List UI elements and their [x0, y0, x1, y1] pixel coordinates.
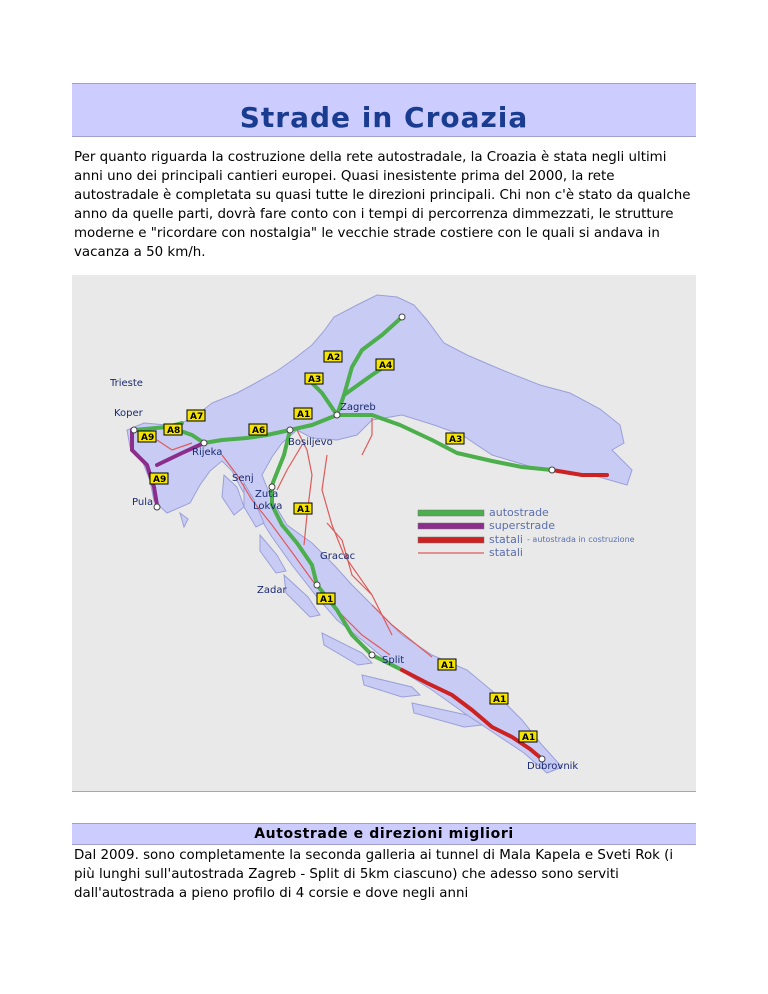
city-zagreb: Zagreb — [340, 402, 376, 413]
road-a1-south: A1 — [493, 695, 507, 705]
road-a1-lokva: A1 — [297, 505, 311, 515]
road-a1-split: A1 — [441, 661, 455, 671]
page-title-bar — [72, 83, 696, 137]
legend-swatch-expressway — [418, 523, 484, 529]
road-a8: A8 — [167, 426, 181, 436]
road-a9-istria: A9 — [141, 433, 155, 443]
city-rijeka: Rijeka — [192, 447, 223, 458]
road-a1-dubrovnik: A1 — [522, 733, 536, 743]
city-senj: Senj — [232, 473, 254, 484]
island — [180, 513, 188, 527]
city-split: Split — [382, 655, 405, 666]
legend-superstrade: superstrade — [489, 519, 556, 532]
road-a3-east: A3 — [449, 435, 463, 445]
road-a2: A2 — [327, 353, 341, 363]
legend-statali-note: - autostrada in costruzione — [527, 535, 635, 544]
city-gracac: Gracac — [320, 551, 356, 562]
road-a4: A4 — [379, 361, 393, 371]
legend-autostrade: autostrade — [489, 506, 549, 519]
city-pula: Pula — [132, 497, 154, 508]
section-heading-bar — [72, 823, 696, 845]
city-trieste: Trieste — [110, 378, 143, 389]
city-lokva: Lokva — [253, 501, 283, 512]
road-a9-pula: A9 — [153, 475, 167, 485]
road-a3-west: A3 — [308, 375, 322, 385]
city-zuta: Zuta — [255, 489, 279, 500]
city-zadar: Zadar — [257, 585, 287, 596]
page-title: Strade in Croazia — [239, 101, 529, 134]
section-paragraph: Dal 2009. sono completamente la seconda galleria ai tunnel di Mala Kapela e Sveti Rok (i più lunghi sull'autostrada Zagreb - Split di 5km ciascuno) che adesso sono serviti dall'autostrada a pieno profilo di 4 corsie e dove negli anni — [74, 848, 674, 901]
road-a6: A6 — [252, 426, 266, 436]
legend-statali: statali — [489, 546, 523, 559]
legend-swatch-motorway — [418, 510, 484, 516]
road-a1-zadar: A1 — [320, 595, 334, 605]
city-bosiljevo: Bosiljevo — [288, 437, 333, 448]
road-a1-zagreb: A1 — [297, 410, 311, 420]
city-koper: Koper — [114, 408, 143, 419]
road-a7: A7 — [190, 412, 204, 422]
city-dubrovnik: Dubrovnik — [527, 761, 579, 772]
island — [362, 675, 420, 697]
map-legend — [418, 506, 635, 559]
section-heading: Autostrade e direzioni migliori — [254, 826, 514, 842]
map-svg — [72, 275, 696, 791]
legend-swatch-construction — [418, 537, 484, 543]
legend-statali-main: statali — [489, 533, 523, 546]
croatia-road-map — [72, 275, 696, 792]
intro-paragraph: Per quanto riguarda la costruzione della rete autostradale, la Croazia è stata negli ultimi anni uno dei principali cantieri europei. Quasi inesistente prima del 2000, la rete autostradale è completata su quasi tutte le direzioni principali. Chi non c'è stato da qualche anno da quelle parti, dovrà fare conto con i tempi di percorrenza dimmezzati, le strutture moderne e "ricordare con nostalgia" le vecchie strade costiere con le quali si andava in vacanza a 50 km/h. — [74, 150, 691, 260]
